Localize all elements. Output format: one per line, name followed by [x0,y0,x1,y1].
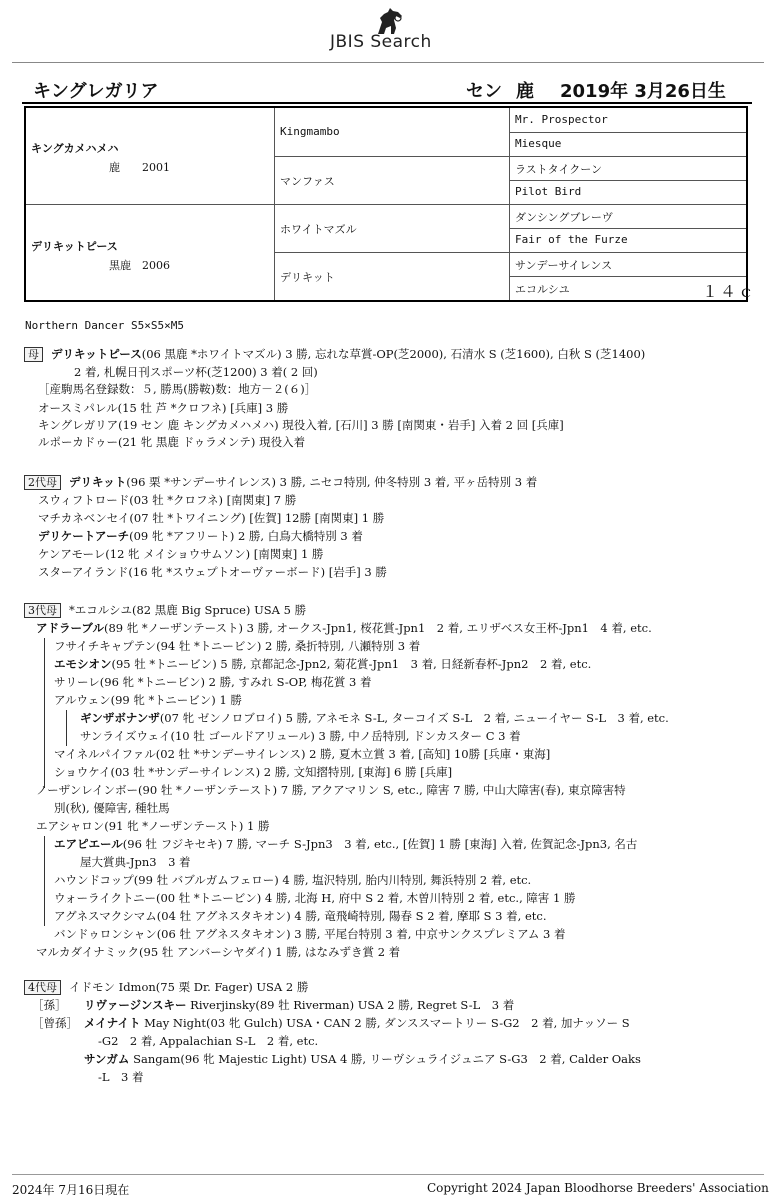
horse-color: 鹿 [516,81,534,102]
ggp-7[interactable]: サンデーサイレンス [515,259,613,272]
ggp-3[interactable]: ラストタイクーン [515,163,603,176]
third-dam-line[interactable] [36,620,652,636]
section-label-3rd-dam: 3代母 [24,603,61,618]
third-dam-line[interactable] [54,692,242,708]
third-dam-line[interactable] [54,908,546,924]
footer-divider [12,1174,764,1175]
great-grandchild-1-record: May Night(03 牝 Gulch) USA・CAN 2 勝, ダンススマートリー S-G2 2 着, 加ナッソー S [140,1016,630,1030]
third-dam-line-text: エアシャロン(91 牝 *ノーザンテースト) 1 勝 [36,819,270,833]
great-grandchild-tag: ［曾孫］ [32,1016,78,1030]
third-dam-line[interactable] [54,674,372,690]
pedigree-table [24,106,757,302]
grandchild-tag: ［孫］ [32,998,67,1012]
grandchild-line [32,997,514,1013]
horse-info [466,77,740,103]
jbis-logo[interactable] [330,8,460,56]
2nd-dam-offspring-3[interactable] [38,528,363,544]
2nd-dam-record: (96 栗 *サンデーサイレンス) 3 勝, ニセコ特別, 仲冬特別 3 着, 平ヶ岳特別 3 着 [126,475,538,489]
horse-name-title: キングレガリア [33,81,159,102]
section-label-dam: 母 [24,347,43,362]
third-dam-line[interactable] [36,782,626,798]
third-dam-line-text: 屋大賞典-Jpn3 3 着 [80,855,191,869]
ggp-2[interactable]: Miesque [515,137,562,150]
2nd-dam-offspring-4[interactable]: ケンアモーレ(12 牝 メイショウサムソン) [南関東] 1 勝 [38,547,324,561]
2nd-dam-offspring-3-record: (09 牝 *アフリート) 2 勝, 白鳥大橋特別 3 着 [129,529,363,543]
third-dam-line[interactable] [54,764,452,780]
section-label-2nd-dam: 2代母 [24,475,61,490]
third-dam-line[interactable] [36,818,269,834]
third-dam-line[interactable] [54,926,565,942]
third-dam-line[interactable] [80,728,521,744]
ggp-6[interactable]: Fair of the Furze [515,233,628,246]
sire-dam[interactable]: マンファス [280,175,335,188]
dam-offspring-2[interactable]: キングレガリア(19 セン 鹿 キングカメハメハ) 現役入着, [石川] 3 勝 [南関東・岩手] 入着 2 回 [兵庫] [38,418,564,432]
section-3rd-dam [24,602,764,962]
dam-offspring-1[interactable]: オースミパレル(15 牡 芦 *クロフネ) [兵庫] 3 勝 [38,401,289,415]
section-label-4th-dam: 4代母 [24,980,61,995]
dam-sub: 黒鹿 2006 [109,259,170,272]
third-dam-line-text: バンドゥロンシャン(06 牡 アグネスタキオン) 3 勝, 平尾台特別 3 着, 中京サンクスプレミアム 3 着 [54,927,566,941]
section-dam-line-1 [24,346,645,362]
third-dam-line-text: (07 牝 ゼンノロブロイ) 5 勝, アネモネ S-L, ターコイズ S-L 2 着, ニューイヤー S-L 3 着, etc. [159,711,669,725]
sire-cell[interactable] [31,140,170,175]
dam-name-link[interactable]: デリキットピース [51,347,142,361]
2nd-dam-offspring-5[interactable]: スターアイランド(16 牝 *スウェプトオーヴァーボード) [岩手] 3 勝 [38,565,387,579]
third-dam-line-name[interactable]: ギンザボナンザ [80,711,160,725]
third-dam-line[interactable] [54,746,550,762]
2nd-dam-offspring-1[interactable]: スウィフトロード(03 牡 *クロフネ) [南関東] 7 勝 [38,493,297,507]
section-4th-dam [24,979,764,1089]
great-grandchild-2-name[interactable]: サンガム [84,1052,130,1066]
title-divider [22,102,752,104]
third-dam-line-text: 別(秋), 優障害, 種牡馬 [54,801,170,815]
inbreeding-note: Northern Dancer S5×S5×M5 [25,319,184,332]
footer-copyright: Copyright 2024 Japan Bloodhorse Breeders' Association [427,1181,769,1195]
great-grandchild-line-2 [84,1051,641,1067]
grandchild-name[interactable]: リヴァージンスキー [84,998,187,1012]
section-dam [24,346,764,456]
third-dam-line-text: (96 牡 フジキセキ) 7 勝, マーチ S-Jpn3 3 着, etc., [佐賀] 1 勝 [東海] 入着, 佐賀記念-Jpn3, 名古 [122,837,638,851]
great-grandchild-2-record-cont: -L 3 着 [98,1070,144,1084]
section-2nd-dam-line-1 [24,474,537,490]
third-dam-line-text: ショウケイ(03 牡 *サンデーサイレンス) 2 勝, 文知摺特別, [東海] 6 勝 [兵庫] [54,765,453,779]
4th-dam-record: イドモン Idmon(75 栗 Dr. Fager) USA 2 勝 [69,980,309,994]
third-dam-line-text: (95 牡 *トニービン) 5 勝, 京都記念-Jpn2, 菊花賞-Jpn1 3 着, 日経新春杯-Jpn2 2 着, etc. [111,657,592,671]
great-grandchild-1-name[interactable]: メイナイト [84,1016,141,1030]
third-dam-line-text: アグネスマクシマム(04 牡 アグネスタキオン) 4 勝, 竜飛崎特別, 陽春 S 2 着, 摩耶 S 3 着, etc. [54,909,547,923]
great-grandchild-line-1 [32,1015,630,1031]
third-dam-line-name[interactable]: エモシオン [54,657,112,671]
third-dam-line[interactable] [36,944,400,960]
third-dam-line[interactable] [54,872,531,888]
third-dam-line-text: マイネルパイファル(02 牡 *サンデーサイレンス) 2 勝, 夏木立賞 3 着, [高知] 10勝 [兵庫・東海] [54,747,551,761]
third-dam-line[interactable] [54,656,591,672]
third-dam-line[interactable] [54,638,420,654]
dam-offspring-summary: ［産駒馬名登録数：５, 勝馬(勝鞍)数：地方－２(６)］ [38,382,317,396]
dam-name[interactable]: デリキットピース [31,240,118,253]
grandchild-record: Riverjinsky(89 牡 Riverman) USA 2 勝, Regret S-L 3 着 [186,998,515,1012]
great-grandchild-2-record: Sangam(96 牝 Majestic Light) USA 4 勝, リーヴシュライジュニア S-G3 2 着, Calder Oaks [129,1052,641,1066]
section-2nd-dam [24,474,764,584]
sire-sub: 鹿 2001 [109,161,170,174]
sire-sire[interactable]: Kingmambo [280,125,340,138]
ggp-5[interactable]: ダンシングブレーヴ [515,211,613,224]
third-dam-line-text: ハウンドコップ(99 牡 バブルガムフェロー) 4 勝, 塩沢特別, 胎内川特別, 舞浜特別 2 着, etc. [54,873,532,887]
2nd-dam-name-link[interactable]: デリキット [69,475,127,489]
third-dam-line-text: (89 牝 *ノーザンテースト) 3 勝, オークス-Jpn1, 桜花賞-Jpn1 2 着, エリザベス女王杯-Jpn1 4 着, etc. [103,621,652,635]
dam-record: (06 黒鹿 *ホワイトマズル) 3 勝, 忘れな草賞-OP(芝2000), 石清水 S (芝1600), 白秋 S (芝1400) [141,347,646,361]
horse-sex: セン [466,81,502,102]
ggp-1[interactable]: Mr. Prospector [515,113,608,126]
ggp-4[interactable]: Pilot Bird [515,185,582,198]
great-grandchild-1-record-cont: -G2 2 着, Appalachian S-L 2 着, etc. [98,1034,319,1048]
dam-record-cont: 2 着, 札幌日刊スポーツ杯(芝1200) 3 着( 2 回) [74,365,318,379]
family-number: １４ｃ [702,282,757,301]
third-dam-line-text: サリーレ(96 牝 *トニービン) 2 勝, すみれ S-OP, 梅花賞 3 着 [54,675,372,689]
third-dam-line-name[interactable]: エアピエール [54,837,123,851]
dam-dam[interactable]: デリキット [280,271,335,284]
dam-cell[interactable] [31,238,170,273]
third-dam-line[interactable] [54,836,637,852]
sire-name[interactable]: キングカメハメハ [31,142,119,155]
section-4th-dam-head [24,979,308,995]
third-dam-line-text: アルウェン(99 牝 *トニービン) 1 勝 [54,693,242,707]
third-dam-line[interactable] [80,854,191,870]
logo-text: JBIS Search [330,32,432,52]
third-dam-line-name[interactable]: アドラーブル [36,621,104,635]
section-3rd-dam-head [24,602,306,618]
third-dam-line-text: フサイチキャプテン(94 牡 *トニービン) 2 勝, 桑折特別, 八瀬特別 3 着 [54,639,421,653]
horse-birth: 2019年 3月26日生 [560,81,726,102]
third-dam-line-text: マルカダイナミック(95 牡 アンバーシヤダイ) 1 勝, はなみずき賞 2 着 [36,945,401,959]
2nd-dam-offspring-2[interactable]: マチカネベンセイ(07 牡 *トワイニング) [佐賀] 12勝 [南関東] 1 勝 [38,511,385,525]
third-dam-line[interactable] [54,800,170,816]
footer-date: 2024年 7月16日現在 [12,1183,130,1197]
dam-sire[interactable]: ホワイトマズル [280,223,357,236]
third-dam-line-text: サンライズウェイ(10 牡 ゴールドアリュール) 3 勝, 中ノ岳特別, ドンカスター C 3 着 [80,729,521,743]
header-divider [12,62,764,63]
dam-offspring-3[interactable]: ルポーカドゥー(21 牝 黒鹿 ドゥラメンテ) 現役入着 [38,435,306,449]
third-dam-line[interactable] [54,890,576,906]
third-dam-line[interactable] [80,710,669,726]
third-dam-line-text: ノーザンレインボー(90 牡 *ノーザンテースト) 7 勝, アクアマリン S, etc., 障害 7 勝, 中山大障害(春), 東京障害特 [36,783,626,797]
2nd-dam-offspring-3-name[interactable]: デリケートアーチ [38,529,130,543]
ggp-8[interactable]: エコルシユ [515,283,570,296]
3rd-dam-record: *エコルシユ(82 黒鹿 Big Spruce) USA 5 勝 [69,603,307,617]
third-dam-line-text: ウォーライクトニー(00 牡 *トニービン) 4 勝, 北海 H, 府中 S 2 着, 木曽川特別 2 着, etc., 障害 1 勝 [54,891,576,905]
